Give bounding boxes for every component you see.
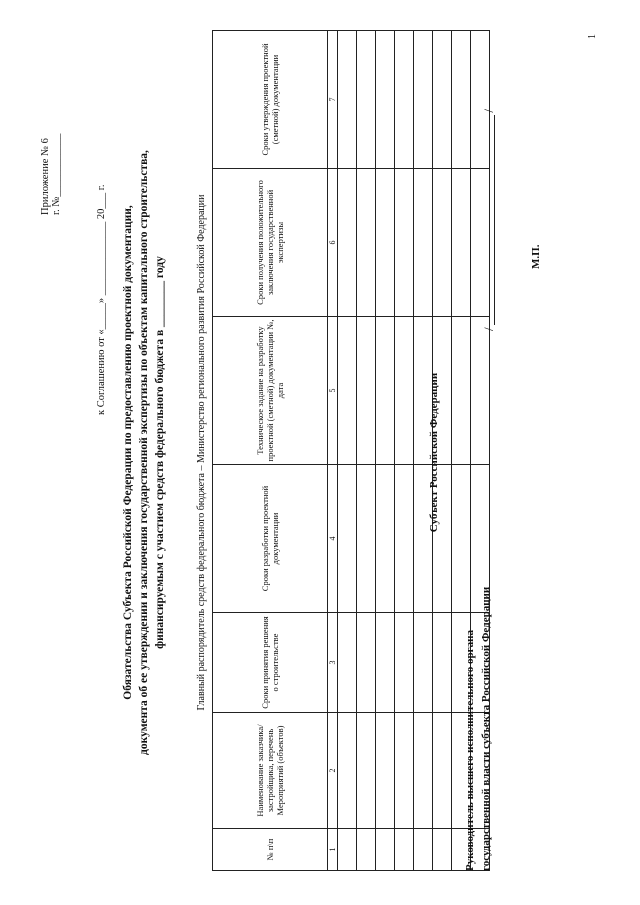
signature-separator-left: / [481, 327, 496, 331]
table-cell [338, 31, 357, 169]
table-cell [376, 713, 395, 829]
head-of-authority-label [462, 587, 494, 871]
table-cell [357, 31, 376, 169]
table-cell [395, 169, 414, 317]
table-cell [357, 465, 376, 613]
obligations-table [212, 30, 490, 871]
col-number-4: 4 [328, 465, 338, 613]
table-cell [471, 317, 490, 465]
table-row [376, 31, 395, 871]
title-line-1: Обязательства Субъекта Российской Федерации по предоставлению проектной документации, [122, 205, 134, 700]
table-cell [357, 169, 376, 317]
col-header-expertise-period: Сроки получения положительного заключения государственной экспертизы [213, 169, 328, 317]
table-cell [395, 713, 414, 829]
table-cell [376, 31, 395, 169]
annex-label [40, 134, 62, 215]
annex-date-line: г. №____________ [51, 133, 62, 215]
table-cell [338, 829, 357, 871]
table-number-row [328, 31, 338, 871]
table-cell [338, 613, 357, 713]
col-number-2: 2 [328, 713, 338, 829]
table-cell [376, 613, 395, 713]
table-cell [338, 465, 357, 613]
table-header-row [213, 31, 328, 871]
col-header-technical-task: Техническое задание на разработку проектной (сметной) документации №, дата [213, 317, 328, 465]
table-cell [395, 829, 414, 871]
stamp-place: М.П. [530, 244, 542, 269]
table-cell [376, 829, 395, 871]
title-line-3: финансируемым с участием средств федерального бюджета в ________ году [154, 256, 166, 649]
subject-heading: Субъект Российской Федерации [428, 372, 440, 533]
agreement-reference: к Соглашению от «_____» ______________ 20___ г. [96, 184, 107, 415]
table-cell [452, 169, 471, 317]
col-header-decision-date: Сроки принятия решения о строительстве [213, 613, 328, 713]
col-number-7: 7 [328, 31, 338, 169]
table-cell [338, 317, 357, 465]
table-cell [395, 613, 414, 713]
col-number-3: 3 [328, 613, 338, 713]
table-cell [357, 317, 376, 465]
signature-field [472, 109, 496, 331]
col-header-number: № п\п [213, 829, 328, 871]
table-cell [338, 169, 357, 317]
table-cell [357, 713, 376, 829]
page-number: 1 [587, 34, 598, 39]
table-cell [452, 31, 471, 169]
col-number-5: 5 [328, 317, 338, 465]
table-cell [376, 317, 395, 465]
annex-number: Приложение № 6 [40, 138, 51, 215]
table-cell [395, 465, 414, 613]
document-title [120, 0, 168, 905]
table-cell [338, 713, 357, 829]
col-header-customer: Наименование заказчика/застройщика, перечень Мероприятий (объектов) [213, 713, 328, 829]
signature-separator-right: / [481, 109, 496, 113]
table-row [357, 31, 376, 871]
title-line-2: документа об ее утверждении и заключения государственной экспертизы по объектам капитального строительства, [138, 150, 150, 755]
budget-manager-line: Главный распорядитель средств федерального бюджета – Министерство регионального развития Российской Федерации [196, 194, 207, 711]
col-header-approval-period: Сроки утверждения проектной (сметной) документации [213, 31, 328, 169]
table-cell [395, 317, 414, 465]
table-cell [395, 31, 414, 169]
table-cell [357, 829, 376, 871]
table-row [338, 31, 357, 871]
table-cell [376, 465, 395, 613]
head-line-1: Руководитель высшего исполнительного органа [464, 630, 476, 871]
table-cell [357, 613, 376, 713]
col-number-6: 6 [328, 169, 338, 317]
table-row [395, 31, 414, 871]
table-cell [452, 317, 471, 465]
table-cell [376, 169, 395, 317]
head-line-2: государственной власти субъекта Российской Федерации [480, 586, 492, 871]
col-header-design-period: Сроки разработки проектной документации [213, 465, 328, 613]
col-number-1: 1 [328, 829, 338, 871]
